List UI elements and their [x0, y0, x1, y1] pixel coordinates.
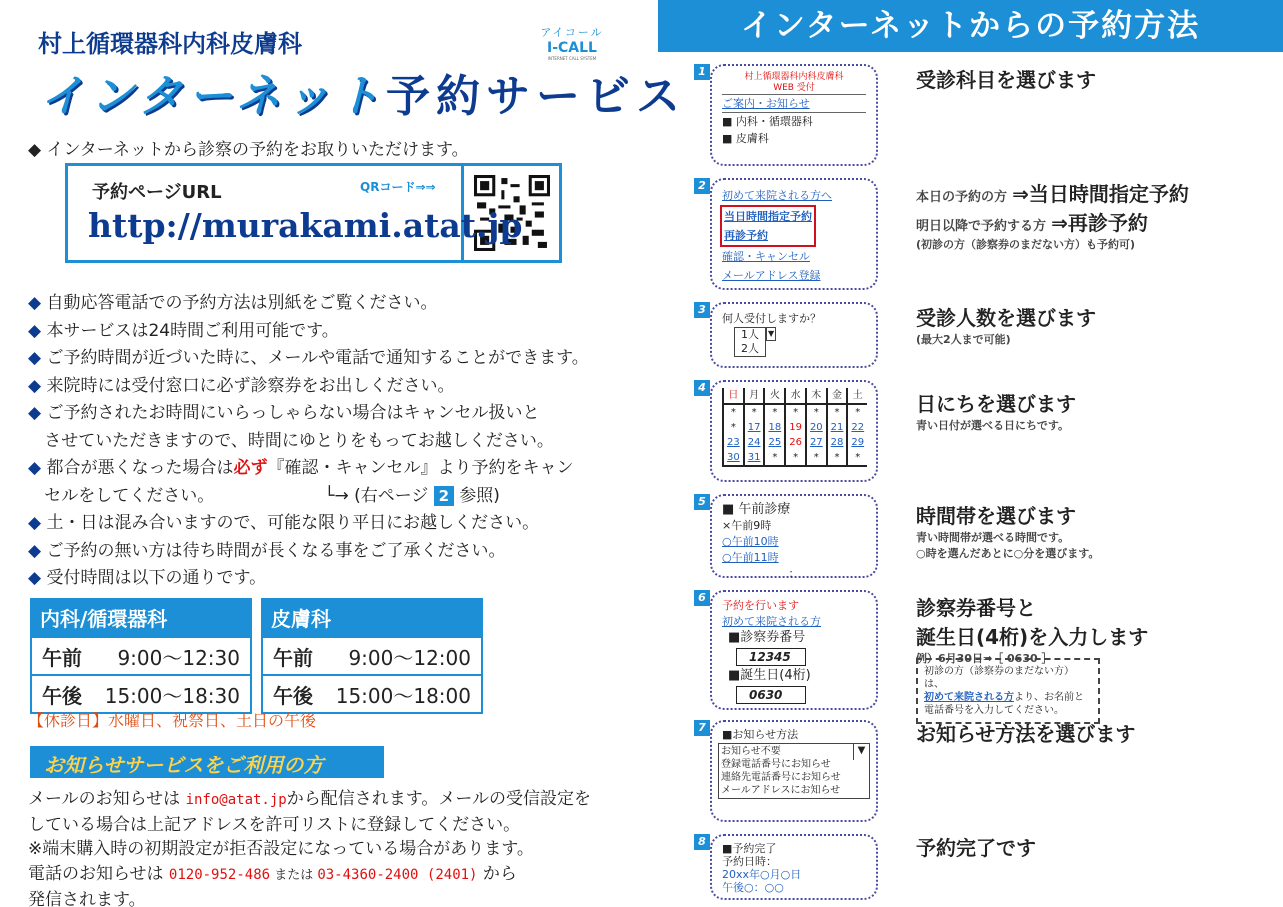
calendar-day[interactable]: 17 — [744, 420, 765, 435]
calendar-day[interactable]: 22 — [847, 420, 867, 435]
calendar-day: * — [764, 450, 785, 466]
list-item: ◆ 受付時間は以下の通りです。 — [28, 568, 267, 588]
calendar-day: * — [827, 450, 848, 466]
list-item: ◆ ご予約されたお時間にいらっしゃらない場合はキャンセル扱いと — [28, 403, 540, 423]
first-visit-link[interactable]: 初めて来院される方 — [722, 615, 821, 628]
step-5-screen: ■ 午前診療 ×午前9時 ○午前10時 ○午前11時 ： — [710, 494, 878, 578]
calendar-day: * — [806, 404, 827, 420]
service-title — [40, 60, 686, 124]
chevron-down-icon[interactable]: ▼ — [853, 744, 869, 760]
list-item: ◆ ご予約の無い方は待ち時間が長くなる事をご了承ください。 — [28, 540, 506, 561]
first-visit-note: 初診の方（診察券のまだない方）は、 初めて来院される方より、お名前と 電話番号を入力してください。 — [916, 658, 1100, 724]
notification-info: メールのお知らせは info@atat.jpから配信されます。メールの受信設定を している場合は上記アドレスを許可リストに登録してください。 ※端末購入時の初期設定が拒否設定になっている場合があります。 電話のお知らせは 0120-952-486 または 03-4360-2400 (2401) から 発信されます。 — [28, 789, 592, 907]
calendar-day[interactable]: 20 — [806, 420, 827, 435]
weekday-header: 木 — [806, 388, 827, 404]
first-visit-link[interactable]: 初めて来院される方へ — [722, 189, 832, 202]
calendar-day: * — [827, 404, 848, 420]
derm-link[interactable]: ■ 皮膚科 — [722, 132, 769, 145]
service-title-b: 予約サービス — [386, 71, 687, 122]
time-slot-link[interactable]: ○午前10時 — [722, 535, 779, 548]
list-item: セルをしてください。 └→ (右ページ 2 参照) — [44, 485, 500, 506]
calendar-day: * — [785, 404, 806, 420]
logo-name: I-CALL — [547, 40, 597, 56]
logo-sub: INTERNET CALL SYSTEM — [547, 56, 597, 61]
calendar-day[interactable]: 18 — [764, 420, 785, 435]
icall-logo — [532, 24, 612, 61]
card-number-field[interactable]: 12345 — [736, 648, 806, 666]
hours-title: 内科/循環器科 — [32, 600, 250, 636]
logo-kana: アイコール — [540, 26, 604, 39]
hours-title: 皮膚科 — [263, 600, 481, 636]
count-select[interactable]: 1人 2人 — [734, 327, 766, 357]
calendar — [722, 388, 867, 467]
weekday-header: 火 — [764, 388, 785, 404]
calendar-day[interactable]: 23 — [723, 435, 744, 450]
calendar-day: 26 — [785, 435, 806, 450]
time-slot-link[interactable]: ○午前11時 — [722, 551, 779, 564]
step-6-screen: 予約を行います 初めて来院される方 ■診察券番号 12345 ■誕生日(4桁) 0630 — [710, 590, 878, 710]
right-page: インターネットからの予約方法 1 村上循環器科内科皮膚科 WEB 受付 ご案内・お知らせ ■ 内科・循環器科 ■ 皮膚科 受診科目を選びます 2 初めて来院される方へ 当日時間指定予約 再診予約 確認・キャンセル メールアドレス登録 本日の予約の方 ⇒当日時間指定予約 明日以降で予約する方 ⇒再診予約 (初診の方（診察券のまだない方）も予約可) 3 何人受付しますか？ 1人 2人 ▼ 受診人数を選びます (最大2人まで可能) 4 日 月 火 水 木 金 土 * * * * * * * * 17 18 19 20 21 22 23 24 25 26 27 28 29 30 31 * * * * * 日にちを選びます 青い日付が選べる日にちです。 5 ■ 午前診療 ×午前9時 ○午前10時 ○午前11時 ： 時間帯を選びます 青い時間帯が選べる時間です。 ○時を選んだあとに○分を選びます。 6 予約を行います 初めて来院される方 ■診察券番号 12345 ■誕生日(4桁) 0630 診察券番号と 誕生日(4桁)を入力します 例）6月30日⇒［ 0630 ］ 初診の方（診察券のまだない方）は、 初めて来院される方より、お名前と 電話番号を入力してください。 7 ■お知らせ方法 ▼ お知らせ不要 登録電話番号にお知らせ 連絡先電話番号にお知らせ メールアドレスにお知らせ お知らせ方法を選びます 8 ■予約完了 予約日時： 20xx年○月○日 午後○：○○ 予約完了です — [658, 0, 1283, 907]
calendar-day: * — [785, 450, 806, 466]
step-1-screen: 村上循環器科内科皮膚科 WEB 受付 ご案内・お知らせ ■ 内科・循環器科 ■ 皮膚科 — [710, 64, 878, 166]
calendar-day: * — [744, 404, 765, 420]
calendar-day: * — [723, 404, 744, 420]
birthday-field[interactable]: 0630 — [736, 686, 806, 704]
step-number: 8 — [694, 834, 710, 850]
weekday-header: 金 — [827, 388, 848, 404]
calendar-day: * — [806, 450, 827, 466]
url-main — [68, 166, 523, 260]
list-item: ◆ 自動応答電話での予約方法は別紙をご覧ください。 — [28, 293, 438, 313]
weekday-header: 日 — [723, 388, 744, 404]
notice-list — [28, 290, 648, 593]
list-item: ◆ 本サービスは24時間ご利用可能です。 — [28, 320, 339, 341]
url-box — [65, 163, 562, 263]
intro-text: ◆ インターネットから診察の予約をお取りいただけます。 — [28, 140, 469, 160]
weekday-header: 水 — [785, 388, 806, 404]
reservation-url-link[interactable]: http://murakami.atat.jp — [88, 206, 523, 245]
step-number: 1 — [694, 64, 710, 80]
confirm-cancel-link[interactable]: 確認・キャンセル — [722, 250, 810, 263]
calendar-day[interactable]: 21 — [827, 420, 848, 435]
chevron-down-icon[interactable]: ▼ — [766, 327, 776, 341]
notice-service-heading: お知らせサービスをご利用の方 — [30, 746, 384, 778]
step-2-badge: 2 — [434, 486, 454, 506]
revisit-link[interactable]: 再診予約 — [724, 229, 768, 242]
weekday-header: 土 — [847, 388, 867, 404]
list-item: させていただきますので、時間にゆとりをもってお越しください。 — [44, 430, 554, 451]
calendar-day: 19 — [785, 420, 806, 435]
url-label: 予約ページURL — [92, 182, 222, 203]
qr-label: QRコード⇒⇒ — [360, 180, 436, 194]
same-day-link[interactable]: 当日時間指定予約 — [724, 210, 812, 223]
step-number: 4 — [694, 380, 710, 396]
right-title: インターネットからの予約方法 — [658, 0, 1283, 52]
step-number: 2 — [694, 178, 710, 194]
email-register-link[interactable]: メールアドレス登録 — [722, 269, 821, 282]
calendar-day[interactable]: 29 — [847, 435, 867, 450]
internal-link[interactable]: ■ 内科・循環器科 — [722, 115, 813, 128]
calendar-day: * — [764, 404, 785, 420]
step-number: 5 — [694, 494, 710, 510]
info-link[interactable]: ご案内・お知らせ — [722, 95, 866, 113]
clinic-name: 村上循環器科内科皮膚科 — [38, 30, 302, 58]
calendar-day: * — [847, 450, 867, 466]
calendar-day: * — [723, 420, 744, 435]
hours-table-internal: 内科/循環器科 午前 9:00〜12:30 午後 15:00〜18:30 — [30, 598, 252, 714]
notify-select[interactable]: ▼ お知らせ不要 登録電話番号にお知らせ 連絡先電話番号にお知らせ メールアドレスにお知らせ — [718, 743, 870, 799]
calendar-day[interactable]: 28 — [827, 435, 848, 450]
service-title-a: インターネット — [40, 71, 387, 122]
step-3-screen: 何人受付しますか？ 1人 2人 ▼ — [710, 302, 878, 368]
step-number: 3 — [694, 302, 710, 318]
calendar-day[interactable]: 30 — [723, 450, 744, 466]
calendar-day[interactable]: 24 — [744, 435, 765, 450]
step-7-screen: ■お知らせ方法 ▼ お知らせ不要 登録電話番号にお知らせ 連絡先電話番号にお知らせ メールアドレスにお知らせ — [710, 720, 878, 822]
calendar-day[interactable]: 27 — [806, 435, 827, 450]
step-number: 6 — [694, 590, 710, 606]
calendar-day: * — [847, 404, 867, 420]
list-item: ◆ 都合が悪くなった場合は必ず『確認・キャンセル』より予約をキャン — [28, 458, 574, 478]
weekday-header: 月 — [744, 388, 765, 404]
step-2-screen — [710, 178, 878, 290]
list-item: ◆ 土・日は混み合いますので、可能な限り平日にお越しください。 — [28, 513, 540, 533]
step-8-screen: ■予約完了 予約日時： 20xx年○月○日 午後○：○○ — [710, 834, 878, 900]
list-item: ◆ ご予約時間が近づいた時に、メールや電話で通知することができます。 — [28, 348, 589, 368]
calendar-day[interactable]: 25 — [764, 435, 785, 450]
calendar-day[interactable]: 31 — [744, 450, 765, 466]
step-number: 7 — [694, 720, 710, 736]
closed-days: 【休診日】水曜日、祝祭日、土日の午後 — [28, 711, 317, 730]
list-item: ◆ 来院時には受付窓口に必ず診察券をお出しください。 — [28, 375, 455, 396]
hours-table-derm: 皮膚科 午前 9:00〜12:00 午後 15:00〜18:00 — [261, 598, 483, 714]
step-4-screen — [710, 380, 878, 482]
